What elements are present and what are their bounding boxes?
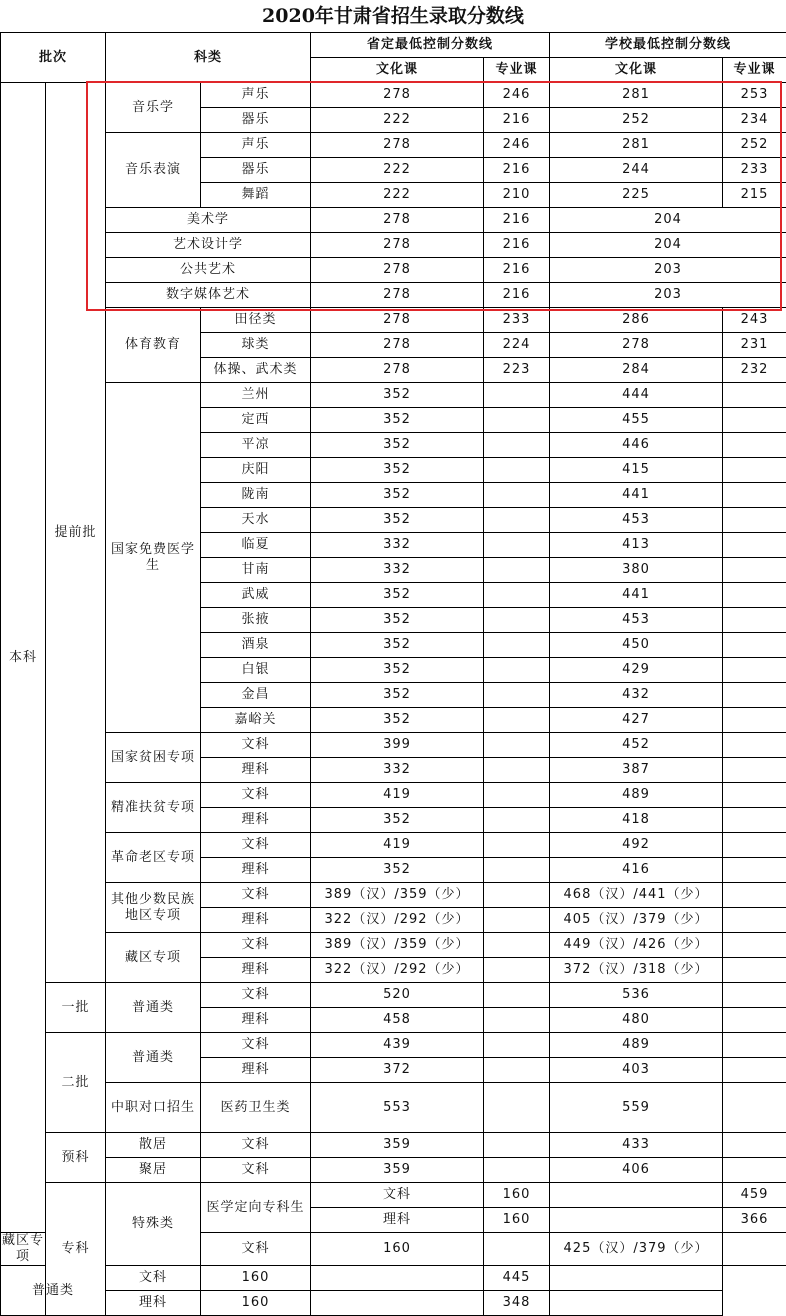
table-cell: 文科 bbox=[201, 983, 311, 1008]
table-cell: 359 bbox=[311, 1158, 484, 1183]
table-cell: 公共艺术 bbox=[106, 258, 311, 283]
table-cell: 精准扶贫专项 bbox=[106, 783, 201, 833]
table-cell: 定西 bbox=[201, 408, 311, 433]
table-cell: 兰州 bbox=[201, 383, 311, 408]
table-cell bbox=[484, 383, 550, 408]
table-cell: 器乐 bbox=[201, 158, 311, 183]
header-school-professional: 专业课 bbox=[723, 58, 786, 83]
table-cell bbox=[723, 583, 786, 608]
table-cell: 234 bbox=[723, 108, 786, 133]
table-cell: 理科 bbox=[201, 1008, 311, 1033]
table-cell: 文科 bbox=[201, 783, 311, 808]
table-cell: 278 bbox=[311, 133, 484, 158]
table-cell: 嘉峪关 bbox=[201, 708, 311, 733]
table-cell: 380 bbox=[550, 558, 723, 583]
table-cell: 432 bbox=[550, 683, 723, 708]
table-row bbox=[1, 1133, 786, 1158]
table-cell: 普通类 bbox=[106, 1033, 201, 1083]
table-cell bbox=[723, 1233, 786, 1266]
table-cell bbox=[723, 1033, 786, 1058]
table-cell: 文科 bbox=[201, 883, 311, 908]
table-cell: 450 bbox=[550, 633, 723, 658]
table-cell: 一批 bbox=[46, 983, 106, 1033]
table-cell: 233 bbox=[484, 308, 550, 333]
table-cell: 张掖 bbox=[201, 608, 311, 633]
table-cell: 庆阳 bbox=[201, 458, 311, 483]
table-row bbox=[1, 208, 786, 233]
header-school-culture: 文化课 bbox=[550, 58, 723, 83]
table-row bbox=[1, 1033, 786, 1058]
header-province-culture: 文化课 bbox=[311, 58, 484, 83]
table-cell: 聚居 bbox=[106, 1158, 201, 1183]
table-cell: 文科 bbox=[201, 733, 311, 758]
table-cell bbox=[723, 733, 786, 758]
table-cell: 球类 bbox=[201, 333, 311, 358]
table-row bbox=[1, 1158, 786, 1183]
table-cell: 理科 bbox=[201, 958, 311, 983]
table-cell: 声乐 bbox=[201, 83, 311, 108]
table-cell: 216 bbox=[484, 108, 550, 133]
table-cell: 418 bbox=[550, 808, 723, 833]
table-cell: 医药卫生类 bbox=[201, 1083, 311, 1133]
table-cell: 232 bbox=[723, 358, 786, 383]
table-cell: 金昌 bbox=[201, 683, 311, 708]
table-cell bbox=[723, 1008, 786, 1033]
table-cell: 222 bbox=[311, 158, 484, 183]
page-title: 2020年甘肃省招生录取分数线 bbox=[0, 0, 786, 32]
table-row bbox=[1, 1083, 786, 1108]
table-cell: 278 bbox=[311, 283, 484, 308]
table-row bbox=[1, 283, 786, 308]
table-cell: 492 bbox=[550, 833, 723, 858]
table-cell: 临夏 bbox=[201, 533, 311, 558]
table-cell bbox=[723, 533, 786, 558]
table-cell: 器乐 bbox=[201, 108, 311, 133]
table-cell: 文科 bbox=[201, 933, 311, 958]
table-cell: 352 bbox=[311, 408, 484, 433]
table-cell: 278 bbox=[311, 358, 484, 383]
table-cell: 372 bbox=[311, 1058, 484, 1083]
table-cell: 281 bbox=[550, 83, 723, 108]
table-cell bbox=[484, 708, 550, 733]
table-cell bbox=[723, 783, 786, 808]
table-cell: 223 bbox=[484, 358, 550, 383]
table-cell: 理科 bbox=[201, 758, 311, 783]
table-cell bbox=[723, 383, 786, 408]
table-cell: 215 bbox=[723, 183, 786, 208]
table-cell bbox=[484, 783, 550, 808]
table-cell: 441 bbox=[550, 583, 723, 608]
table-row bbox=[1, 833, 786, 858]
table-cell: 413 bbox=[550, 533, 723, 558]
table-cell: 352 bbox=[311, 433, 484, 458]
table-cell bbox=[484, 933, 550, 958]
table-row bbox=[1, 1266, 786, 1291]
table-cell: 559 bbox=[550, 1083, 723, 1133]
table-cell: 439 bbox=[311, 1033, 484, 1058]
table-cell: 458 bbox=[311, 1008, 484, 1033]
table-row bbox=[1, 83, 786, 108]
table-row bbox=[1, 383, 786, 408]
table-cell: 246 bbox=[484, 83, 550, 108]
table-cell: 音乐学 bbox=[106, 83, 201, 133]
table-cell: 文科 bbox=[201, 1158, 311, 1183]
table-cell: 536 bbox=[550, 983, 723, 1008]
table-cell bbox=[550, 1183, 723, 1208]
table-cell bbox=[484, 508, 550, 533]
table-cell: 352 bbox=[311, 808, 484, 833]
table-cell bbox=[723, 558, 786, 583]
table-row bbox=[1, 1291, 786, 1316]
table-cell: 352 bbox=[311, 483, 484, 508]
table-cell: 理科 bbox=[201, 908, 311, 933]
table-cell bbox=[550, 1291, 723, 1316]
table-cell: 其他少数民族地区专项 bbox=[106, 883, 201, 933]
table-row bbox=[1, 258, 786, 283]
table-cell: 特殊类 bbox=[106, 1183, 201, 1266]
table-cell: 204 bbox=[550, 233, 786, 258]
table-cell bbox=[723, 933, 786, 958]
table-cell: 160 bbox=[311, 1233, 484, 1266]
header-school-line: 学校最低控制分数线 bbox=[550, 33, 786, 58]
table-cell bbox=[723, 408, 786, 433]
table-cell: 416 bbox=[550, 858, 723, 883]
table-cell bbox=[484, 583, 550, 608]
table-cell: 普通类 bbox=[106, 983, 201, 1033]
table-cell: 音乐表演 bbox=[106, 133, 201, 208]
table-row bbox=[1, 733, 786, 758]
table-cell bbox=[484, 1083, 550, 1133]
table-cell: 372（汉）/318（少） bbox=[550, 958, 723, 983]
table-cell: 278 bbox=[311, 333, 484, 358]
table-cell: 403 bbox=[550, 1058, 723, 1083]
table-cell: 预科 bbox=[46, 1133, 106, 1183]
table-cell: 160 bbox=[201, 1291, 311, 1316]
table-cell bbox=[484, 558, 550, 583]
table-cell: 233 bbox=[723, 158, 786, 183]
table-cell: 216 bbox=[484, 233, 550, 258]
table-cell: 281 bbox=[550, 133, 723, 158]
table-cell: 366 bbox=[723, 1208, 786, 1233]
table-cell: 203 bbox=[550, 283, 786, 308]
table-cell: 441 bbox=[550, 483, 723, 508]
table-cell: 244 bbox=[550, 158, 723, 183]
table-cell bbox=[484, 433, 550, 458]
table-cell: 480 bbox=[550, 1008, 723, 1033]
table-cell: 160 bbox=[201, 1266, 311, 1291]
table-cell bbox=[723, 858, 786, 883]
table-cell: 427 bbox=[550, 708, 723, 733]
table-cell: 天水 bbox=[201, 508, 311, 533]
table-cell bbox=[723, 833, 786, 858]
table-cell: 352 bbox=[311, 658, 484, 683]
table-cell: 203 bbox=[550, 258, 786, 283]
header-province-line: 省定最低控制分数线 bbox=[311, 33, 550, 58]
table-cell: 酒泉 bbox=[201, 633, 311, 658]
table-cell: 本科 bbox=[1, 83, 46, 1233]
table-cell bbox=[484, 808, 550, 833]
table-cell bbox=[484, 408, 550, 433]
table-cell: 252 bbox=[550, 108, 723, 133]
table-cell: 433 bbox=[550, 1133, 723, 1158]
table-cell bbox=[723, 808, 786, 833]
table-cell bbox=[484, 1033, 550, 1058]
table-cell: 陇南 bbox=[201, 483, 311, 508]
table-cell: 352 bbox=[311, 858, 484, 883]
table-row bbox=[1, 308, 786, 333]
table-cell: 452 bbox=[550, 733, 723, 758]
table-cell: 医学定向专科生 bbox=[201, 1183, 311, 1233]
table-cell bbox=[484, 633, 550, 658]
table-cell bbox=[311, 1291, 484, 1316]
table-cell: 284 bbox=[550, 358, 723, 383]
table-cell: 二批 bbox=[46, 1033, 106, 1133]
table-cell: 中职对口招生 bbox=[106, 1083, 201, 1133]
table-cell bbox=[484, 658, 550, 683]
table-cell: 理科 bbox=[201, 1058, 311, 1083]
table-cell: 520 bbox=[311, 983, 484, 1008]
table-cell: 445 bbox=[484, 1266, 550, 1291]
table-cell: 222 bbox=[311, 183, 484, 208]
table-cell: 225 bbox=[550, 183, 723, 208]
table-cell bbox=[311, 1266, 484, 1291]
table-cell: 352 bbox=[311, 633, 484, 658]
table-cell: 白银 bbox=[201, 658, 311, 683]
table-cell: 204 bbox=[550, 208, 786, 233]
table-cell: 332 bbox=[311, 758, 484, 783]
table-cell bbox=[484, 1058, 550, 1083]
table-cell: 459 bbox=[723, 1183, 786, 1208]
table-cell: 160 bbox=[484, 1183, 550, 1208]
table-cell: 415 bbox=[550, 458, 723, 483]
score-table bbox=[0, 32, 786, 1316]
table-cell: 352 bbox=[311, 508, 484, 533]
table-cell: 322（汉）/292（少） bbox=[311, 958, 484, 983]
table-cell: 舞蹈 bbox=[201, 183, 311, 208]
table-cell: 文科 bbox=[106, 1266, 201, 1291]
table-cell: 278 bbox=[311, 308, 484, 333]
table-cell bbox=[484, 758, 550, 783]
table-cell: 278 bbox=[311, 233, 484, 258]
table-cell: 革命老区专项 bbox=[106, 833, 201, 883]
table-cell: 理科 bbox=[201, 808, 311, 833]
table-cell bbox=[723, 908, 786, 933]
table-cell: 216 bbox=[484, 158, 550, 183]
table-cell: 468（汉）/441（少） bbox=[550, 883, 723, 908]
table-cell bbox=[723, 1083, 786, 1133]
table-cell: 455 bbox=[550, 408, 723, 433]
table-cell: 藏区专项 bbox=[1, 1233, 46, 1266]
table-cell: 252 bbox=[723, 133, 786, 158]
table-cell bbox=[723, 1133, 786, 1158]
table-row bbox=[1, 133, 786, 158]
table-cell: 甘南 bbox=[201, 558, 311, 583]
table-cell bbox=[484, 883, 550, 908]
table-cell bbox=[484, 1133, 550, 1158]
table-cell bbox=[484, 833, 550, 858]
table-cell bbox=[723, 633, 786, 658]
table-cell: 体操、武术类 bbox=[201, 358, 311, 383]
table-cell: 文科 bbox=[201, 833, 311, 858]
table-cell: 藏区专项 bbox=[106, 933, 201, 983]
table-cell: 286 bbox=[550, 308, 723, 333]
table-cell: 数字媒体艺术 bbox=[106, 283, 311, 308]
table-cell: 406 bbox=[550, 1158, 723, 1183]
table-cell: 普通类 bbox=[1, 1266, 106, 1316]
table-cell: 278 bbox=[311, 258, 484, 283]
table-cell: 文科 bbox=[201, 1133, 311, 1158]
header-province-professional: 专业课 bbox=[484, 58, 550, 83]
table-cell: 489 bbox=[550, 783, 723, 808]
table-cell: 国家贫困专项 bbox=[106, 733, 201, 783]
table-cell: 216 bbox=[484, 208, 550, 233]
table-row bbox=[1, 983, 786, 1008]
table-cell bbox=[484, 1008, 550, 1033]
table-cell: 224 bbox=[484, 333, 550, 358]
table-cell: 419 bbox=[311, 833, 484, 858]
table-cell: 322（汉）/292（少） bbox=[311, 908, 484, 933]
table-cell: 278 bbox=[311, 208, 484, 233]
table-cell: 253 bbox=[723, 83, 786, 108]
table-cell: 160 bbox=[484, 1208, 550, 1233]
table-row bbox=[1, 233, 786, 258]
table-cell: 449（汉）/426（少） bbox=[550, 933, 723, 958]
table-cell bbox=[484, 608, 550, 633]
table-cell bbox=[550, 1266, 723, 1291]
table-cell bbox=[723, 983, 786, 1008]
table-row bbox=[1, 1183, 786, 1208]
table-cell bbox=[723, 758, 786, 783]
table-cell: 453 bbox=[550, 508, 723, 533]
table-cell: 专科 bbox=[46, 1183, 106, 1316]
table-cell: 理科 bbox=[311, 1208, 484, 1233]
table-cell: 405（汉）/379（少） bbox=[550, 908, 723, 933]
table-row bbox=[1, 883, 786, 908]
table-cell: 453 bbox=[550, 608, 723, 633]
table-cell: 489 bbox=[550, 1033, 723, 1058]
table-cell bbox=[484, 908, 550, 933]
table-cell: 散居 bbox=[106, 1133, 201, 1158]
table-cell: 352 bbox=[311, 583, 484, 608]
table-cell bbox=[723, 483, 786, 508]
table-cell bbox=[484, 458, 550, 483]
table-cell: 231 bbox=[723, 333, 786, 358]
table-cell: 389（汉）/359（少） bbox=[311, 933, 484, 958]
table-cell bbox=[484, 958, 550, 983]
table-cell: 武威 bbox=[201, 583, 311, 608]
table-cell bbox=[723, 608, 786, 633]
table-cell: 348 bbox=[484, 1291, 550, 1316]
table-cell: 声乐 bbox=[201, 133, 311, 158]
table-cell bbox=[723, 658, 786, 683]
table-cell bbox=[723, 683, 786, 708]
table-cell bbox=[723, 1058, 786, 1083]
table-cell: 222 bbox=[311, 108, 484, 133]
table-cell: 352 bbox=[311, 458, 484, 483]
table-cell: 352 bbox=[311, 383, 484, 408]
table-cell: 210 bbox=[484, 183, 550, 208]
table-cell: 体育教育 bbox=[106, 308, 201, 383]
header-batch: 批次 bbox=[1, 33, 106, 83]
table-cell: 444 bbox=[550, 383, 723, 408]
table-cell: 田径类 bbox=[201, 308, 311, 333]
table-cell: 419 bbox=[311, 783, 484, 808]
table-cell: 359 bbox=[311, 1133, 484, 1158]
table-cell bbox=[484, 1158, 550, 1183]
table-cell: 提前批 bbox=[46, 83, 106, 983]
table-cell: 553 bbox=[311, 1083, 484, 1133]
table-cell: 352 bbox=[311, 708, 484, 733]
table-cell: 理科 bbox=[201, 858, 311, 883]
table-cell: 332 bbox=[311, 558, 484, 583]
table-cell bbox=[723, 708, 786, 733]
table-cell: 243 bbox=[723, 308, 786, 333]
table-cell bbox=[723, 458, 786, 483]
table-cell bbox=[723, 433, 786, 458]
table-cell: 446 bbox=[550, 433, 723, 458]
table-row bbox=[1, 933, 786, 958]
table-cell: 399 bbox=[311, 733, 484, 758]
table-cell: 387 bbox=[550, 758, 723, 783]
table-cell: 352 bbox=[311, 608, 484, 633]
table-cell bbox=[484, 533, 550, 558]
table-cell: 246 bbox=[484, 133, 550, 158]
table-row bbox=[1, 783, 786, 808]
table-cell: 278 bbox=[311, 83, 484, 108]
table-cell: 理科 bbox=[106, 1291, 201, 1316]
header-category: 科类 bbox=[106, 33, 311, 83]
table-cell: 文科 bbox=[311, 1183, 484, 1208]
table-cell bbox=[723, 1158, 786, 1183]
table-cell bbox=[484, 983, 550, 1008]
table-cell: 国家免费医学生 bbox=[106, 383, 201, 733]
table-cell: 艺术设计学 bbox=[106, 233, 311, 258]
table-cell: 352 bbox=[311, 683, 484, 708]
table-cell: 425（汉）/379（少） bbox=[550, 1233, 723, 1266]
table-cell bbox=[484, 733, 550, 758]
table-cell: 278 bbox=[550, 333, 723, 358]
table-cell: 平凉 bbox=[201, 433, 311, 458]
table-cell bbox=[484, 858, 550, 883]
table-cell: 美术学 bbox=[106, 208, 311, 233]
table-cell bbox=[550, 1208, 723, 1233]
table-cell bbox=[484, 683, 550, 708]
table-cell bbox=[484, 1233, 550, 1266]
table-cell: 文科 bbox=[201, 1033, 311, 1058]
table-cell bbox=[484, 483, 550, 508]
table-cell: 389（汉）/359（少） bbox=[311, 883, 484, 908]
table-cell: 429 bbox=[550, 658, 723, 683]
table-cell: 文科 bbox=[201, 1233, 311, 1266]
table-cell: 332 bbox=[311, 533, 484, 558]
table-cell bbox=[723, 958, 786, 983]
table-cell: 216 bbox=[484, 283, 550, 308]
table-cell: 216 bbox=[484, 258, 550, 283]
table-body bbox=[1, 83, 786, 1316]
table-cell bbox=[723, 508, 786, 533]
table-cell bbox=[723, 883, 786, 908]
